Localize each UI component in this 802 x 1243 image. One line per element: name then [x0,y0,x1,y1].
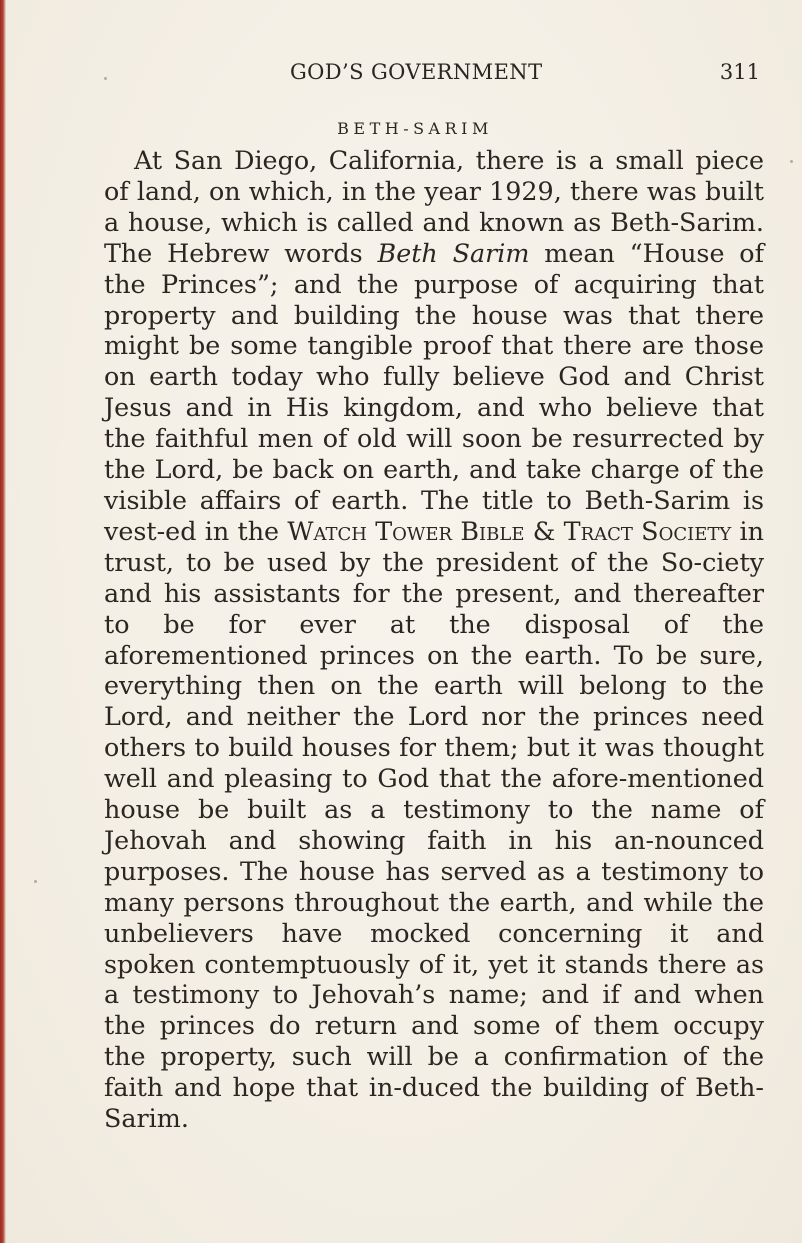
paper-speck [790,160,793,163]
paper-speck [34,880,37,883]
paragraph-segment-1: At San Diego, California, there is a small piece of land, on which, in the year 1929, there was built a house, which is called and known as Beth-Sarim. The Hebrew words [104,145,764,268]
hebrew-words: Beth Sarim [377,237,530,268]
paragraph-segment-2: mean “House of the Princes”; and the purpose of acquiring that property and building the house was that there might be some tangible proof that there are those on earth today who fully believe God and Christ Jesus and in His kingdom, and who believe that the faithful men of old will soon be resurrected by the Lord, be back on earth, and take charge of the visible affairs of earth. The title to Beth-Sarim is vest-ed in the [104,237,764,546]
running-head: GOD’S GOVERNMENT [290,60,543,84]
page-header [0,60,802,90]
book-spine-edge [0,0,6,1243]
page-number: 311 [719,60,760,84]
section-heading: BETH-SARIM [337,119,493,138]
paper-speck [104,77,107,80]
society-name: Watch Tower Bible & Tract Society [287,515,732,546]
body-paragraph [104,145,764,1134]
paragraph-segment-3: in trust, to be used by the president of the So-ciety and his assistants for the present, and thereafter to be for ever at the disposal of the aforementioned princes on the earth. To be sure, everything then on the earth will belong to the Lord, and neither the Lord nor the princes need others to build houses for them; but it was thought well and pleasing to God that the afore-mentioned house be built as a testimony to the name of Jehovah and showing faith in his an-nounced purposes. The house has served as a testimony to many persons throughout the earth, and while the unbelievers have mocked concerning it and spoken contemptuously of it, yet it stands there as a testimony to Jehovah’s name; and if and when the princes do return and some of them occupy the property, such will be a confirmation of the faith and hope that in-duced the building of Beth-Sarim. [104,515,765,1134]
